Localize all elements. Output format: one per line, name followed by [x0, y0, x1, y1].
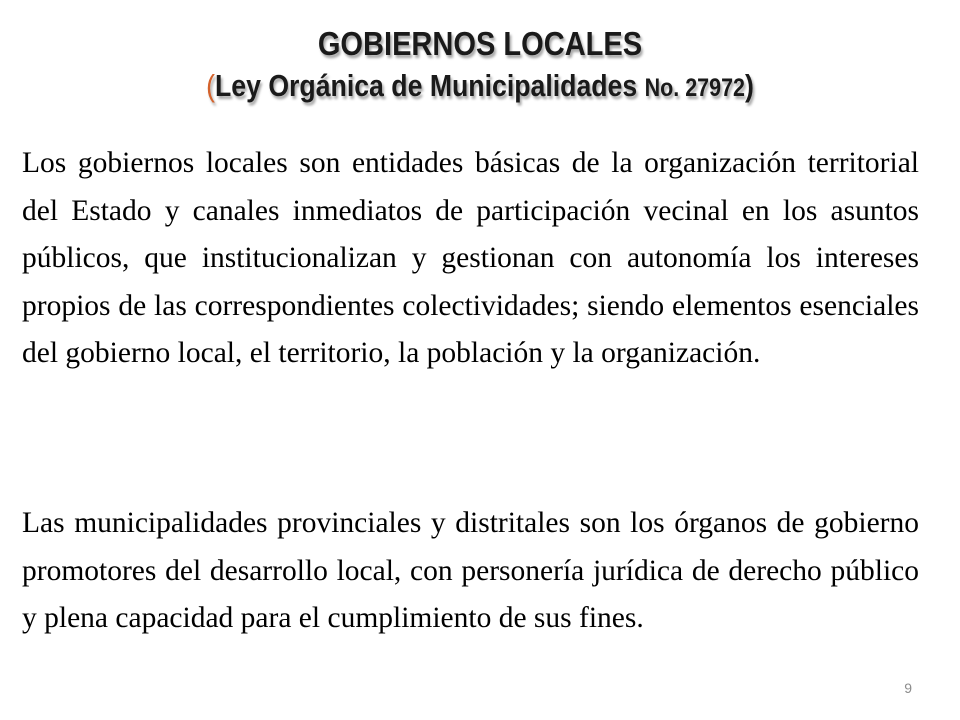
- subtitle-law-number: No. 27972: [644, 74, 746, 102]
- slide-title: GOBIERNOS LOCALES: [317, 25, 643, 62]
- title-block: [0, 24, 960, 108]
- subtitle-open-paren: (: [206, 68, 215, 103]
- page-number: 9: [904, 680, 912, 696]
- paragraph-gobiernos-locales: Los gobiernos locales son entidades básicas de la organización territorial del Estado y canales inmediatos de participación vecinal en los asuntos públicos, que institucionalizan y gestionan con autonomía los intereses propios de las correspondientes colectividades; siendo elementos esenciales del gobierno local, el territorio, la población y la organización.: [22, 147, 919, 369]
- subtitle-text: Ley Orgánica de Municipalidades: [214, 68, 645, 103]
- paragraph-municipalidades: Las municipalidades provinciales y distritales son los órganos de gobierno promotores del desarrollo local, con personería jurídica de derecho público y plena capacidad para el cumplimiento de sus fines.: [22, 507, 919, 634]
- slide-subtitle: [67, 66, 893, 108]
- subtitle-close-paren: ): [745, 68, 754, 103]
